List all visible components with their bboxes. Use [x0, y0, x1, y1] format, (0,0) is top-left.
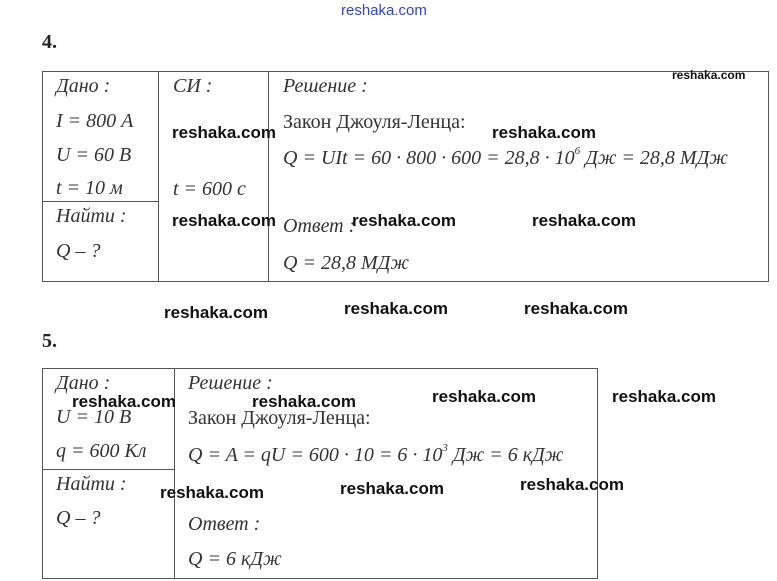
- watermark: reshaka.com: [72, 392, 176, 411]
- problem-4-find-label: Найти :: [56, 205, 127, 227]
- watermark: reshaka.com: [532, 211, 636, 230]
- problem-5-answer-label: Ответ :: [188, 513, 261, 535]
- problem-4-given-divider: [42, 201, 158, 202]
- problem-5-given-voltage: U = 10 В: [56, 406, 132, 428]
- problem-4-formula-exponent: 6: [574, 145, 581, 157]
- problem-4-solution-label: Решение :: [283, 75, 368, 97]
- problem-5-find-value: Q – ?: [56, 507, 101, 529]
- problem-4-formula: [283, 147, 728, 170]
- watermark: reshaka.com: [524, 299, 628, 318]
- problem-5-solution-label: Решение :: [188, 372, 273, 394]
- watermark: reshaka.com: [352, 211, 456, 230]
- problem-4-answer-label: Ответ :: [283, 215, 356, 237]
- problem-4-given-label: Дано :: [56, 75, 111, 97]
- problem-4-find-value: Q – ?: [56, 240, 101, 262]
- problem-4-given-current: I = 800 А: [56, 110, 134, 132]
- problem-4-formula-main: Q = UIt = 60 · 800 · 600 = 28,8 · 10: [283, 147, 575, 169]
- problem-5-formula: [188, 444, 563, 467]
- problem-4-law: Закон Джоуля-Ленца:: [283, 111, 466, 133]
- watermark: reshaka.com: [172, 123, 276, 142]
- problem-5-number: 5.: [42, 330, 57, 352]
- problem-4-formula-tail: Дж = 28,8 МДж: [580, 147, 728, 169]
- problem-5-law: Закон Джоуля-Ленца:: [188, 407, 371, 429]
- problem-5-find-label: Найти :: [56, 473, 127, 495]
- watermark: reshaka.com: [492, 123, 596, 142]
- watermark: reshaka.com: [252, 392, 356, 411]
- problem-5-formula-exponent: 3: [442, 442, 448, 454]
- problem-4-si-label: СИ :: [173, 75, 213, 97]
- problem-4-answer: Q = 28,8 МДж: [283, 252, 409, 274]
- problem-5-answer: Q = 6 кДж: [188, 548, 282, 570]
- watermark: reshaka.com: [340, 479, 444, 498]
- problem-4-number: 4.: [42, 31, 57, 53]
- problem-5-formula-main: Q = A = qU = 600 · 10 = 6 · 10: [188, 444, 443, 466]
- problem-5-given-label: Дано :: [56, 372, 111, 394]
- watermark: reshaka.com: [164, 303, 268, 322]
- problem-4-given-voltage: U = 60 В: [56, 144, 132, 166]
- problem-4-divider-2: [268, 71, 269, 282]
- problem-4-divider-1: [158, 71, 159, 282]
- problem-5-given-charge: q = 600 Кл: [56, 440, 147, 462]
- watermark: reshaka.com: [344, 299, 448, 318]
- problem-4-table: [42, 71, 769, 282]
- problem-5-formula-tail: Дж = 6 кДж: [447, 444, 564, 466]
- watermark: reshaka.com: [612, 387, 716, 406]
- problem-4-given-time: t = 10 м: [56, 177, 123, 199]
- watermark: reshaka.com: [172, 211, 276, 230]
- watermark: reshaka.com: [160, 483, 264, 502]
- watermark: reshaka.com: [432, 387, 536, 406]
- problem-4-si-value: t = 600 с: [173, 178, 246, 200]
- watermark: reshaka.com: [672, 68, 746, 82]
- watermark: reshaka.com: [520, 475, 624, 494]
- problem-5-given-divider: [42, 469, 174, 470]
- site-header-link[interactable]: reshaka.com: [341, 2, 427, 19]
